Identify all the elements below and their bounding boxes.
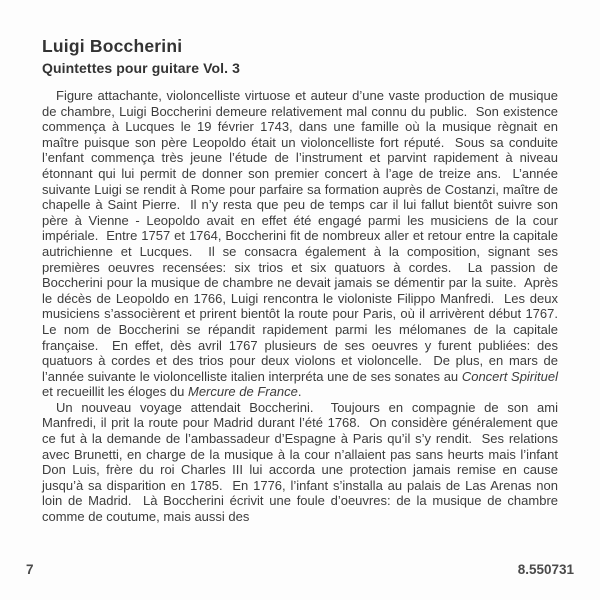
paragraph-text: Figure attachante, violoncelliste virtuose et auteur d’une vaste production de musique de chambre, Luigi Boccherini demeure relativement mal connu du public. Son existence commença à Lucques le 19 février 1743, dans une famille où la musique règnait en maître puisque son père Leopoldo était un violoncelliste fort réputé. Sous sa conduite l’enfant commença très jeune l’étude de l’instrument et parvint rapidement à niveau étonnant qui lui permit de donner son premier concert à l’age de treize ans. L’année suivante Luigi se rendit à Rome pour parfaire sa formation auprès de Costanzi, maître de chapelle à Saint Pierre. Il n’y resta que peu de temps car il lui fallut bientôt suivre son père à Vienne - Leopoldo avait en effet été engagé parmi les musiciens de la cour impériale. Entre 1757 et 1764, Boccherini fit de nombreux aller et retour entre la capitale autrichienne et Lucques. Il se consacra également à la composition, signant ses premières oeuvres recensées: six trios et six quatuors à cordes. La passion de Boccherini pour la musique de chambre ne devait jamais se démentir par la suite. Après le décès de Leopoldo en 1766, Luigi rencontra le violoniste Filippo Manfredi. Les deux musiciens s’associèrent et prirent bientôt la route pour Paris, où il arrivèrent début 1767. Le nom de Boccherini se répandit rapidement parmi les mélomanes de la capitale française. En effet, dès avril 1767 plusieurs de ses oeuvres y furent publiées: des quatuors à cordes et des trios pour deux violons et violoncelle. De plus, en mars de l’année suivante le violoncelliste italien interpréta une de ses sonates au bbox=[42, 88, 566, 384]
page-title: Luigi Boccherini bbox=[42, 36, 183, 56]
italic-work-title-mercure-de-france: Mercure de France bbox=[187, 384, 298, 400]
paragraph-text: . bbox=[297, 384, 302, 400]
paragraph-text: et recueillit les éloges du bbox=[42, 368, 562, 400]
page-subtitle: Quintettes pour guitare Vol. 3 bbox=[42, 60, 240, 76]
paragraph-biography-2 bbox=[42, 399, 562, 525]
paragraph-text: Un nouveau voyage attendait Boccherini. Toujours en compagnie de son ami Manfredi, il prit la route pour Madrid durant l’été 1768. On considère généralement que ce fut à la demande de l’ambassadeur d’Espagne à Paris qu’il s’y rendit. Ses relations avec Brunetti, en charge de la musique à la cour n’allaient pas sans heurts mais l’infant Don Luis, frère du roi Charles III lui accorda une protection jamais remise en cause jusqu’à sa disparition en 1785. En 1776, l’infant s’installa au palais de Las Arenas non loin de Madrid. Là Boccherini écrivit une foule d’oeuvres: de la musique de chambre comme de coutume, mais aussi des bbox=[42, 399, 562, 525]
catalog-number: 8.550731 bbox=[517, 562, 574, 577]
liner-notes bbox=[42, 36, 566, 525]
paragraph-biography-1 bbox=[42, 88, 566, 400]
page-footer bbox=[26, 562, 574, 577]
italic-work-title-concert-spirituel: Concert Spirituel bbox=[461, 368, 558, 384]
page-number: 7 bbox=[26, 562, 34, 577]
